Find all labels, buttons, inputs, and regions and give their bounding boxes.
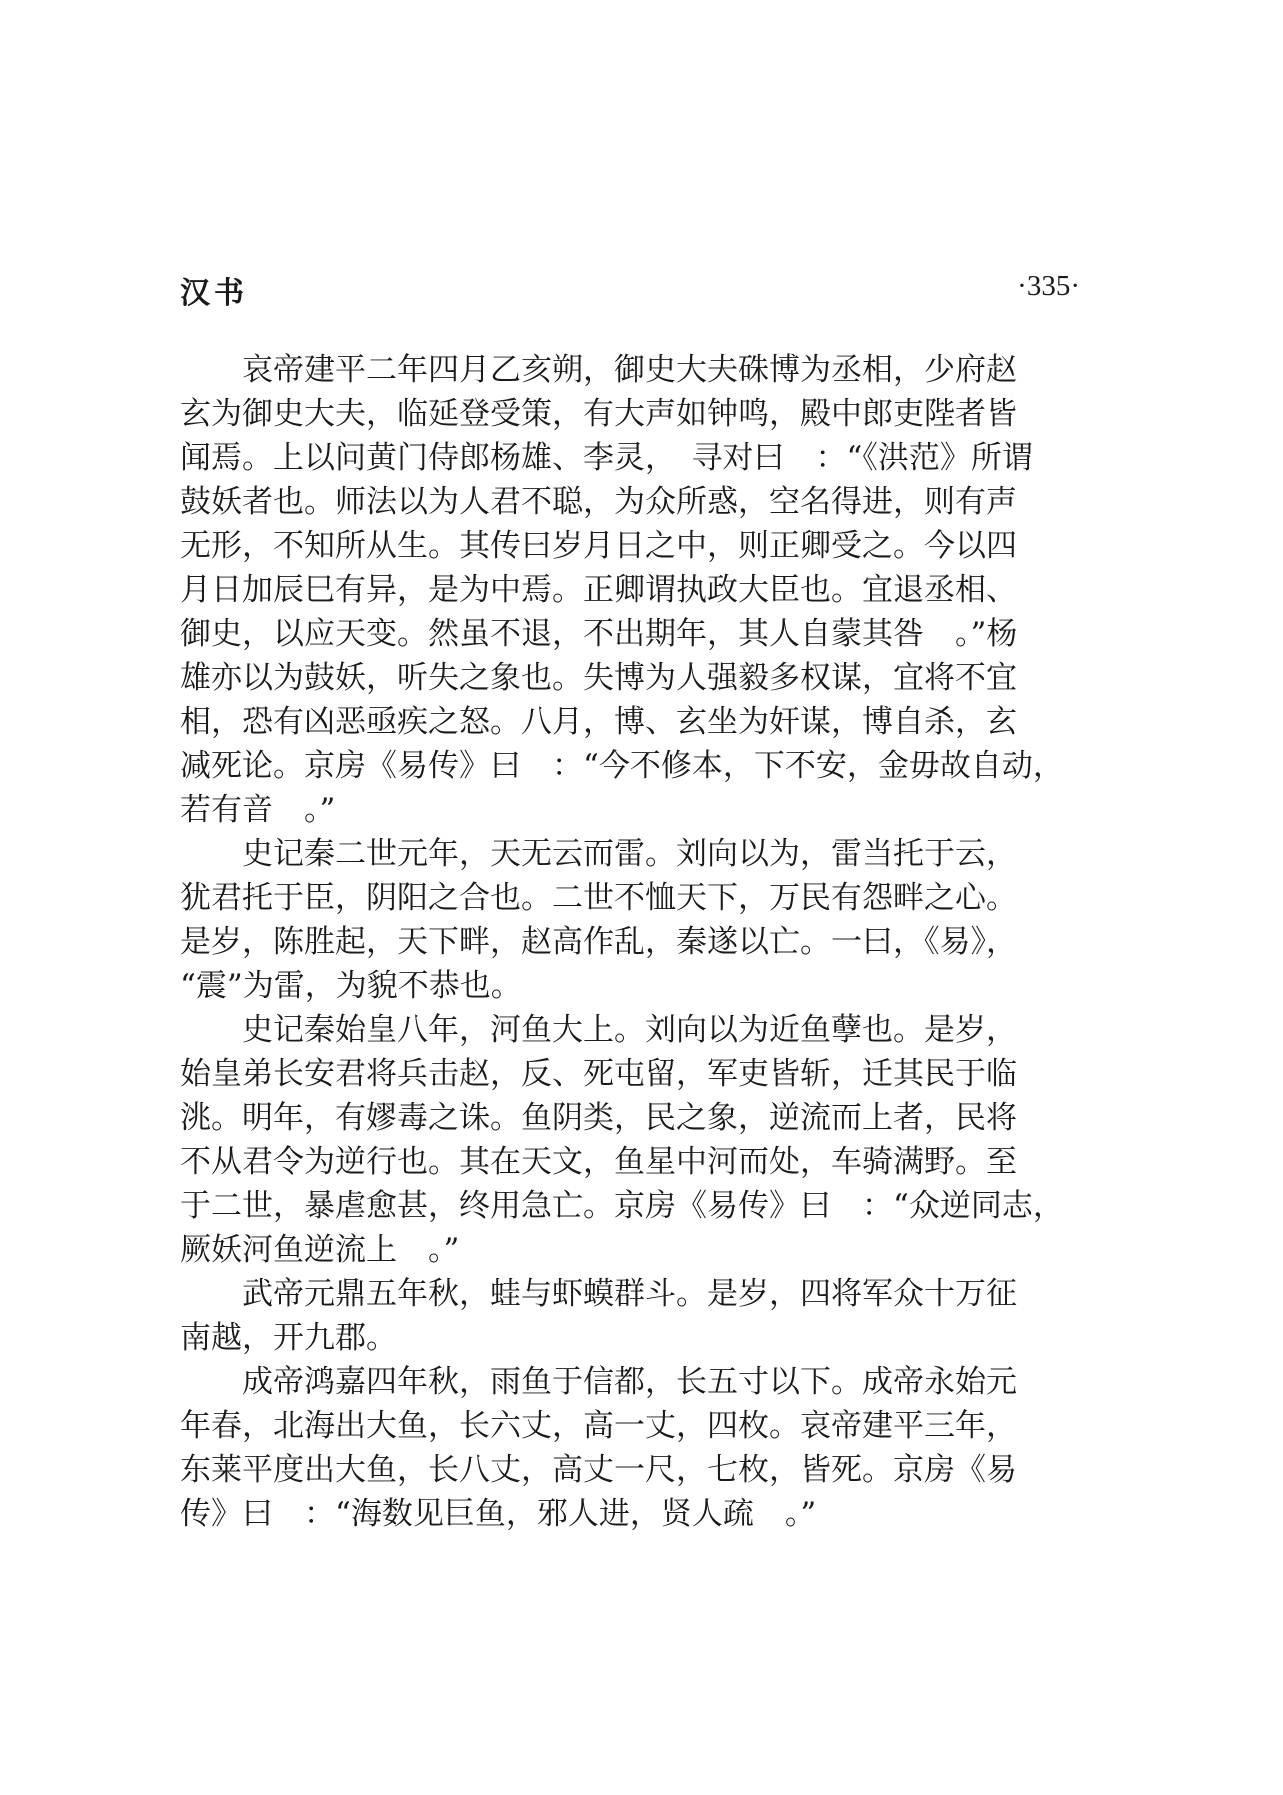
text-line: 雄亦以为鼓妖，听失之象也。失博为人强毅多权谋，宜将不宜 (180, 660, 1017, 696)
text-line: 成帝鸿嘉四年秋，雨鱼于信都，长五寸以下。成帝永始元 (180, 1364, 1017, 1400)
text-line: 洮。明年，有嫪毒之诛。鱼阴类，民之象，逆流而上者，民将 (180, 1100, 1017, 1136)
page-number: ·335· (1017, 270, 1080, 302)
paragraph (180, 1272, 1080, 1360)
text-line: 闻焉。上以问黄门侍郎杨雄、李灵， 寻对曰 ：“《洪范》所谓 (180, 440, 1033, 476)
text-line: 无形，不知所从生。其传曰岁月日之中，则正卿受之。今以四 (180, 528, 1017, 564)
text-line: “震”为雷，为貌不恭也。 (180, 968, 522, 1004)
text-line: 月日加辰巳有异，是为中焉。正卿谓执政大臣也。宜退丞相、 (180, 572, 1017, 608)
text-line: 武帝元鼎五年秋，蛙与虾蟆群斗。是岁，四将军众十万征 (180, 1276, 1017, 1312)
text-line: 南越，开九郡。 (180, 1320, 397, 1356)
text-line: 玄为御史大夫，临延登受策，有大声如钟鸣，殿中郎吏陛者皆 (180, 396, 1017, 432)
text-line: 东莱平度出大鱼，长八丈，高丈一尺，七枚，皆死。京房《易 (180, 1452, 1017, 1488)
text-line: 是岁，陈胜起，天下畔，赵高作乱，秦遂以亡。一曰，《易》， (180, 924, 1017, 960)
text-line: 始皇弟长安君将兵击赵，反、死屯留，军吏皆斩，迁其民于临 (180, 1056, 1017, 1092)
running-head (180, 268, 1080, 312)
body-text (180, 348, 1080, 1536)
text-line: 减死论。京房《易传》曰 ：“今不修本，下不安，金毋故自动， (180, 748, 1064, 784)
book-title: 汉书 (180, 276, 248, 311)
text-line: 哀帝建平二年四月乙亥朔，御史大夫硃博为丞相，少府赵 (180, 352, 1017, 388)
paragraph (180, 1360, 1080, 1536)
text-line: 年春，北海出大鱼，长六丈，高一丈，四枚。哀帝建平三年， (180, 1408, 1017, 1444)
paragraph (180, 832, 1080, 1008)
text-line: 史记秦始皇八年，河鱼大上。刘向以为近鱼孽也。是岁， (180, 1012, 1017, 1048)
text-line: 御史，以应天变。然虽不退，不出期年，其人自蒙其咎 。”杨 (180, 616, 1018, 652)
text-line: 相，恐有凶恶亟疾之怒。八月，博、玄坐为奸谋，博自杀，玄 (180, 704, 1017, 740)
text-line: 史记秦二世元年，天无云而雷。刘向以为，雷当托于云， (180, 836, 1017, 872)
text-line: 传》曰 ：“海数见巨鱼，邪人进，贤人疏 。” (180, 1496, 817, 1532)
paragraph (180, 348, 1080, 832)
text-line: 于二世，暴虐愈甚，终用急亡。京房《易传》曰 ：“众逆同志， (180, 1188, 1064, 1224)
text-line: 不从君令为逆行也。其在天文，鱼星中河而处，车骑满野。至 (180, 1144, 1017, 1180)
text-line: 犹君托于臣，阴阳之合也。二世不恤天下，万民有怨畔之心。 (180, 880, 1017, 916)
text-line: 鼓妖者也。师法以为人君不聪，为众所惑，空名得进，则有声 (180, 484, 1017, 520)
paragraph (180, 1008, 1080, 1272)
text-line: 厥妖河鱼逆流上 。” (180, 1232, 460, 1268)
text-line: 若有音 。” (180, 792, 336, 828)
